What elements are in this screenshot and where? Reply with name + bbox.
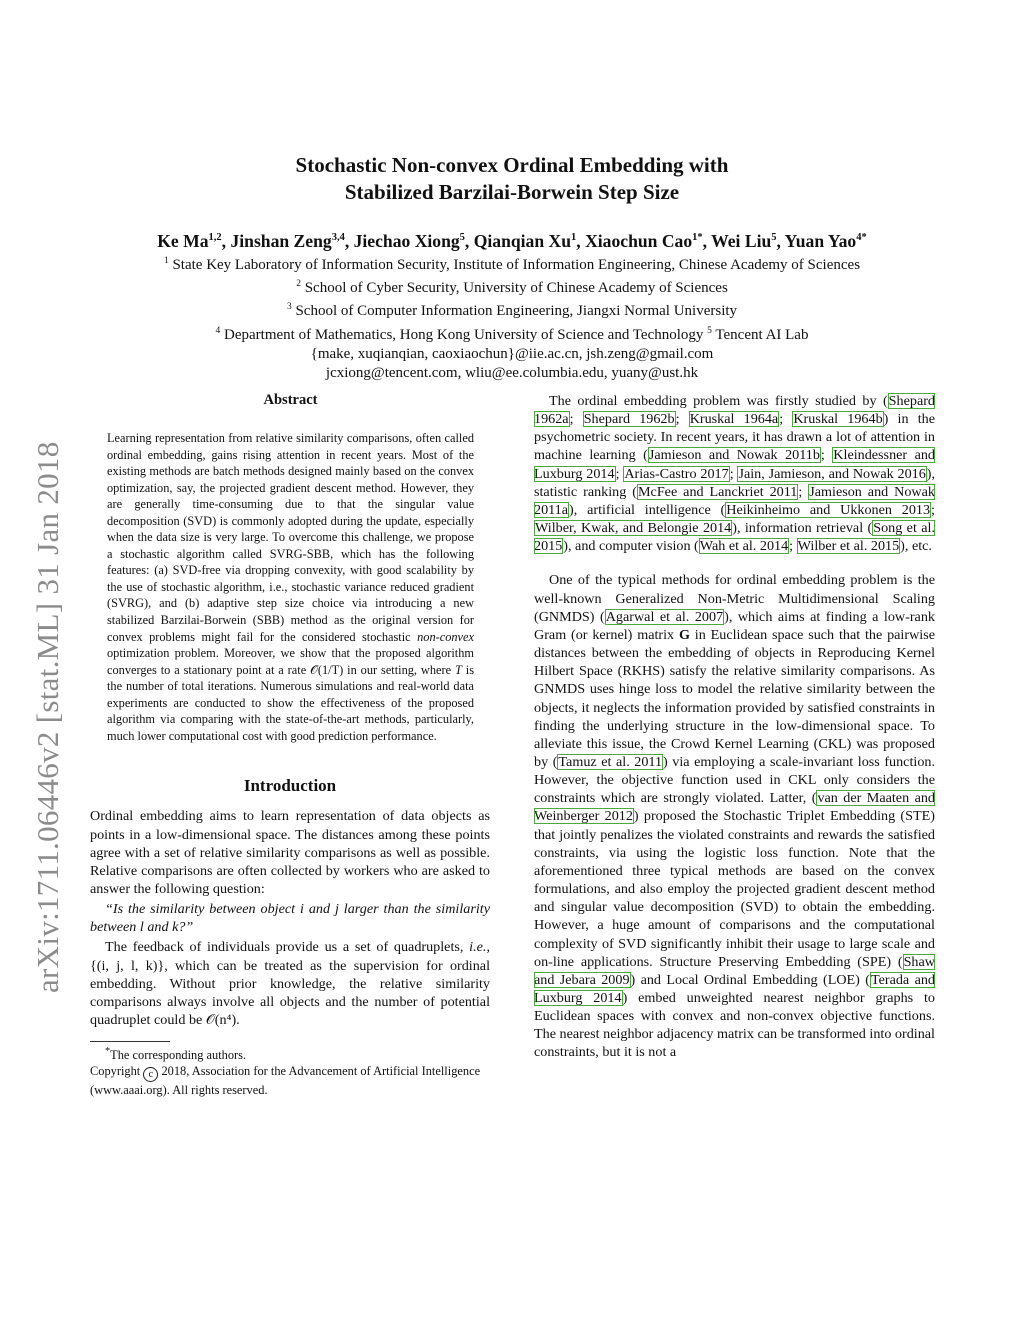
copyright-part-1: Copyright: [90, 1064, 144, 1079]
paper-title: [0, 152, 1024, 206]
intro-quote: “Is the similarity between object i and j larger than the similarity between l and k?”: [90, 901, 490, 936]
intro-paragraph-2: [90, 938, 490, 1029]
author-list: [0, 227, 1024, 252]
rp1-text-2: ), statistic ranking (: [534, 465, 936, 500]
copyright-symbol-icon: c: [143, 1067, 158, 1082]
author-separator: ,: [776, 230, 785, 251]
affiliation-4-5: [0, 322, 1024, 345]
citation-jamieson-nowak-2011a[interactable]: Jamieson and Nowak 2011a: [534, 483, 935, 518]
citation-agarwal-2007[interactable]: Agarwal et al. 2007: [605, 608, 724, 625]
rp1-text-1: ) in the psychometric society. In recent years, it has drawn a lot of attention in machine learning (: [534, 411, 935, 464]
rp1-sep-5: ;: [820, 447, 833, 464]
author-separator: ,: [702, 230, 712, 251]
title-line-1: Stochastic Non-convex Ordinal Embedding with: [295, 153, 729, 177]
citation-shepard-1962b[interactable]: Shepard 1962b: [583, 411, 675, 428]
abstract-part-4: is the number of total iterations. Numerous simulations and real-world data experiments are conducted to show the effectiveness of the proposed algorithm via comparing with the state-of-the-art methods, particularly, much lower computational cost with good prediction performance.: [107, 662, 474, 743]
author-affiliation-mark: 3,4: [331, 232, 345, 243]
footnote-star: *: [105, 1046, 111, 1058]
rp1-sep-2: ;: [675, 411, 689, 428]
citation-kruskal-1964b[interactable]: Kruskal 1964b: [793, 411, 883, 428]
citation-mcfee-lanckriet-2011[interactable]: McFee and Lanckriet 2011: [637, 483, 798, 500]
email-line-1: {make, xuqianqian, caoxiaochun}@iie.ac.cn, jsh.zeng@gmail.com: [310, 346, 714, 363]
author-affiliation-mark: 1: [571, 232, 577, 243]
author-separator: ,: [344, 230, 354, 251]
copyright-notice: [90, 1063, 490, 1098]
rp1-sep-11: ;: [931, 501, 935, 518]
affiliation-3-mark: 3: [286, 302, 292, 313]
citation-heikinheimo-ukkonen-2013[interactable]: Heikinheimo and Ukkonen 2013: [726, 501, 931, 518]
affiliation-2: [0, 275, 1024, 298]
title-line-2: Stabilized Barzilai-Borwein Step Size: [344, 180, 680, 204]
citation-shaw-jebara-2009[interactable]: Shaw and Jebara 2009: [534, 953, 935, 988]
abstract-T: T: [454, 662, 462, 677]
author-name: Jiechao Xiong: [353, 230, 460, 251]
rp2-text-6: ) embed unweighted nearest neighbor graphs to Euclidean spaces with convex and non-convex objective functions. The nearest neighbor adjacency matrix can be transformed into ordinal constraints, but it is not a: [534, 990, 936, 1061]
author-name: Ke Ma: [157, 230, 209, 251]
affiliation-5-mark: 5: [707, 325, 712, 336]
affiliation-5-text: Tencent AI Lab: [715, 326, 809, 343]
abstract-rate: 𝒪(1/T): [310, 662, 344, 677]
citation-jain-jamieson-nowak-2016[interactable]: Jain, Jamieson, and Nowak 2016: [738, 465, 926, 482]
author-affiliation-mark: 5: [459, 232, 465, 243]
affiliation-3-text: School of Computer Information Engineering, Jiangxi Normal University: [295, 303, 738, 320]
rp1-text-4: ), information retrieval (: [732, 520, 873, 537]
abstract-part-2: optimization problem. Moreover, we show that the proposed algorithm converges to a stationary point at a rate: [107, 646, 474, 677]
affiliation-3: [0, 298, 1024, 321]
introduction-heading: Introduction: [243, 776, 337, 796]
author-affiliation-mark: 5: [771, 232, 777, 243]
author-separator: ,: [464, 230, 474, 251]
intro-p2-part-2: , {(i, j, l, k)}, which can be treated as the supervision for ordinal embedding. Without prior knowledge, the relative similarity comparisons always involve all objects and the number of potential quadruplet could be: [90, 939, 490, 1029]
citation-wilber-kwak-belongie-2014[interactable]: Wilber, Kwak, and Belongie 2014: [535, 520, 732, 537]
right-paragraph-2: [534, 571, 935, 1061]
rp1-sep-6: ;: [615, 465, 624, 482]
citation-jamieson-nowak-2011b[interactable]: Jamieson and Nowak 2011b: [648, 447, 820, 464]
citation-wah-2014[interactable]: Wah et al. 2014: [699, 538, 789, 555]
rp1-text-6: ), etc.: [900, 538, 932, 555]
intro-p2-part-3: .: [236, 1012, 240, 1029]
citation-tamuz-2011[interactable]: Tamuz et al. 2011: [558, 753, 663, 770]
affiliation-1-mark: 1: [163, 255, 169, 266]
abstract-text: [107, 430, 474, 744]
right-column: [534, 392, 935, 1062]
rp1-text-0: The ordinal embedding problem was firstly studied by (: [549, 393, 888, 409]
citation-wilber-2015[interactable]: Wilber et al. 2015: [797, 538, 900, 555]
rp1-text-3: ), artificial intelligence (: [569, 501, 726, 518]
citation-shepard-1962a[interactable]: Shepard 1962a: [534, 393, 935, 428]
footnote-rule: [90, 1041, 170, 1042]
intro-p2-part-1: The feedback of individuals provide us a set of quadruplets,: [105, 939, 470, 956]
affiliation-2-mark: 2: [296, 279, 301, 290]
email-line-2: jcxiong@tencent.com, wliu@ee.columbia.edu, yuany@ust.hk: [325, 365, 699, 382]
citation-terada-luxburg-2014[interactable]: Terada and Luxburg 2014: [534, 971, 935, 1006]
affiliations: [0, 252, 1024, 384]
citation-kleindessner-luxburg-2014[interactable]: Kleindessner and Luxburg 2014: [534, 447, 935, 482]
rp1-sep-1: ;: [569, 411, 583, 428]
author-affiliation-mark: 1,2: [208, 232, 222, 243]
citation-song-2015[interactable]: Song et al. 2015: [534, 520, 936, 555]
right-paragraph-1: [534, 392, 935, 555]
rp1-sep-3: ;: [779, 411, 793, 428]
footnote-corresponding: [90, 1044, 490, 1063]
intro-paragraph-1: Ordinal embedding aims to learn representation of data objects as points in a low-dimensional space. The distances among these points agree with a set of relative similarity comparisons as well as possible. Relative comparisons are often collected by workers who are asked to answer the following question:: [90, 808, 490, 898]
rp2-text-2: in Euclidean space such that the pairwise distances between the embedding of objects in Reproducing Kernel Hilbert Space (RKHS) satisfy the relative similarity comparisons. As GNMDS uses hinge loss to model the relative similarity between the objects, it neglects the information provided by satisfied constraints in finding the underlying structure in the low-dimensional space. To alleviate this issue, the Crowd Kernel Learning (CKL) was proposed by (: [534, 626, 935, 770]
rp2-text-4: ) proposed the Stochastic Triplet Embedding (STE) that jointly penalizes the violated constraints and rewards the satisfied constraints, via using the logistic loss function. Note that the aforementioned three typical methods are based on the convex formulations, and also employ the projected gradient descent method and singular value decomposition (SVD) to obtain the embedding. However, a huge amount of comparisons and the computational complexity of SVD significantly inhibit their usage to large scale and on-line applications. Structure Preserving Embedding (SPE) (: [534, 808, 935, 970]
author-name: Jinshan Zeng: [230, 230, 332, 251]
author-affiliation-mark: 1*: [692, 232, 703, 243]
left-column: [90, 392, 490, 1098]
author-name: Yuan Yao: [784, 230, 857, 251]
intro-p2-ie: i.e.: [469, 939, 487, 956]
abstract-heading: Abstract: [263, 392, 318, 408]
abstract-part-3: in our setting, where: [343, 662, 455, 677]
rp2-text-0: One of the typical methods for ordinal embedding problem is the well-known Generalized Non-Metric Multidimensional Scaling (GNMDS) (: [534, 572, 935, 625]
arxiv-identifier-stamp: arXiv:1711.06446v2 [stat.ML] 31 Jan 2018: [30, 441, 65, 993]
author-separator: ,: [576, 230, 586, 251]
rp1-sep-14: ;: [789, 538, 797, 555]
rp2-text-3: ) via employing a scale-invariant loss function. However, the objective function used in CKL only considers the constraints which are strongly violated. Latter, (: [534, 753, 935, 807]
author-affiliation-mark: 4*: [856, 232, 867, 243]
citation-kruskal-1964a[interactable]: Kruskal 1964a: [689, 411, 779, 428]
intro-p2-order: 𝒪(n⁴): [205, 1012, 237, 1029]
citation-van-der-maaten-weinberger-2012[interactable]: van der Maaten and Weinberger 2012: [534, 790, 935, 825]
affiliation-2-text: School of Cyber Security, University of Chinese Academy of Sciences: [304, 280, 728, 297]
abstract-emphasis: non-convex: [417, 629, 474, 644]
author-separator: ,: [221, 230, 231, 251]
copyright-part-2: 2018, Association for the Advancement of Artificial Intelligence (www.aaai.org). All rights reserved.: [90, 1064, 481, 1098]
rp1-text-5: ), and computer vision (: [563, 538, 699, 555]
rp2-text-1: ), which aims at finding a low-rank Gram (or kernel) matrix: [534, 608, 935, 643]
affiliation-4-text: Department of Mathematics, Hong Kong University of Science and Technology: [224, 326, 704, 343]
rp2-text-5: ) and Local Ordinal Embedding (LOE) (: [630, 971, 870, 988]
author-name: Qianqian Xu: [473, 230, 572, 251]
title-block: [0, 152, 1024, 384]
affiliation-1-text: State Key Laboratory of Information Security, Institute of Information Engineering, Chinese Academy of Sciences: [172, 256, 861, 273]
abstract-part-1: Learning representation from relative similarity comparisons, often called ordinal embedding, gains rising attention in recent years. Most of the existing methods are batch methods designed mainly based on the convex optimization, say, the projected gradient descent method. However, they are generally time-consuming due to that the singular value decomposition (SVD) is commonly adopted during the update, especially when the data size is very large. To overcome this challenge, we propose a stochastic algorithm called SVRG-SBB, which has the following features: (a) SVD-free via dropping convexity, with good scalability by the use of stochastic algorithm, i.e., stochastic variance reduced gradient (SVRG), and (b) adaptive step size choice via introducing a new stabilized Barzilai-Borwein (SBB) method as the original version for convex problems might fail for the considered stochastic: [107, 431, 474, 644]
footnote-text: The corresponding authors.: [110, 1048, 247, 1063]
rp1-sep-9: ;: [798, 483, 809, 500]
affiliation-1: [0, 252, 1024, 275]
citation-arias-castro-2017[interactable]: Arias-Castro 2017: [624, 465, 729, 482]
author-name: Xiaochun Cao: [585, 230, 693, 251]
affiliation-4-mark: 4: [215, 325, 221, 336]
matrix-G: G: [678, 626, 690, 643]
author-name: Wei Liu: [711, 230, 772, 251]
rp1-sep-7: ;: [729, 465, 738, 482]
